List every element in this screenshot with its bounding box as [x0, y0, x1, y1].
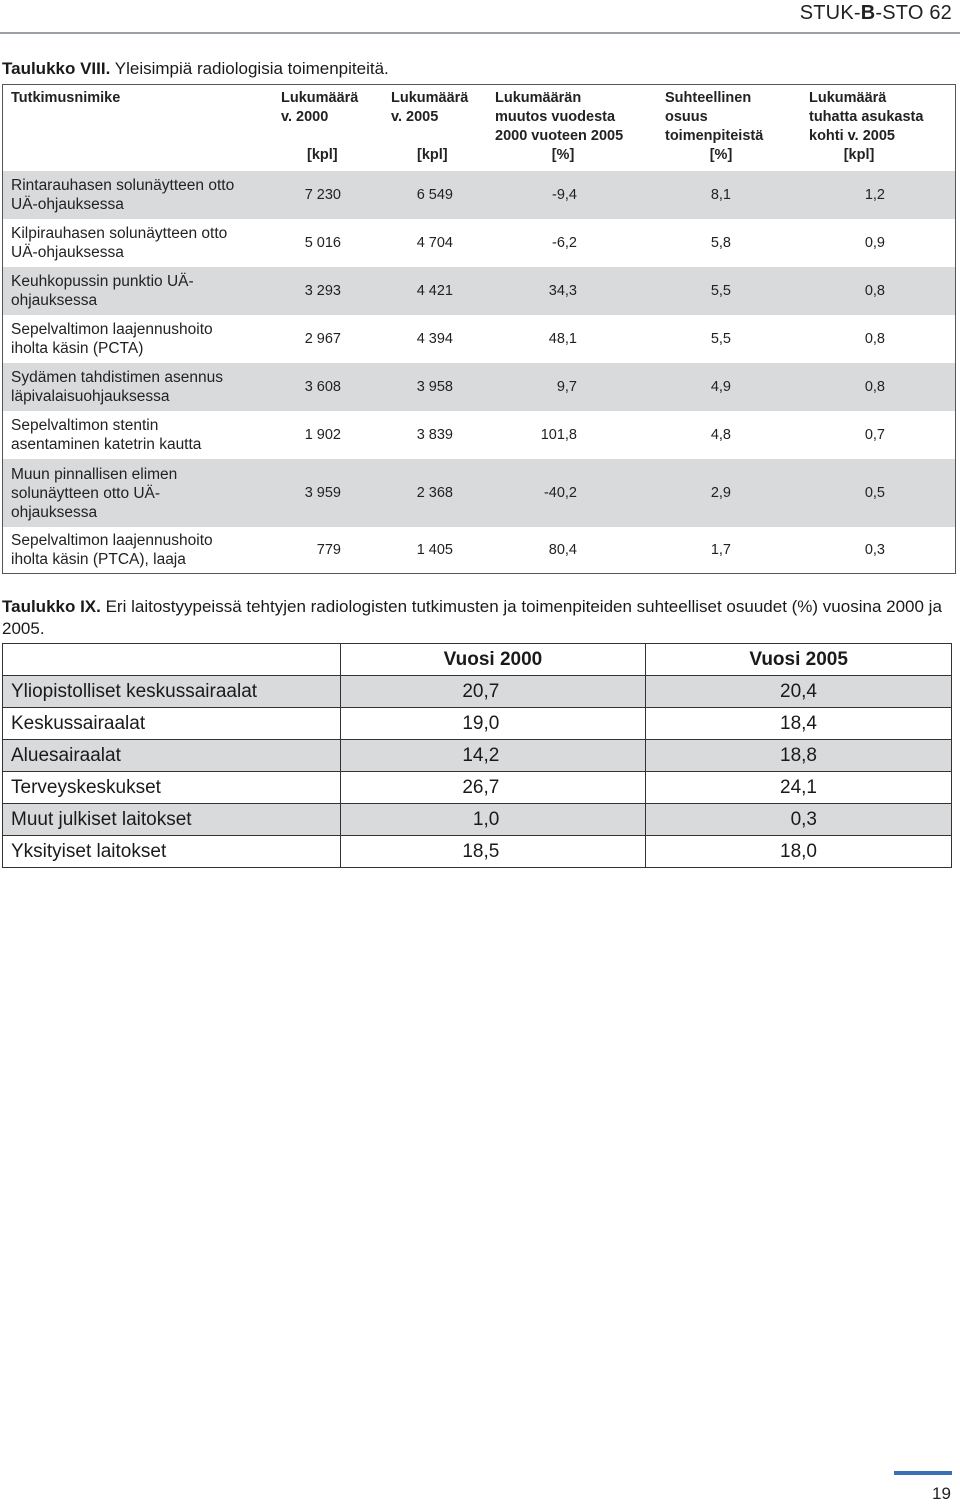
- table9-header-row: [3, 644, 952, 676]
- cell-2005: 6 549: [416, 187, 453, 203]
- table9: [2, 643, 952, 868]
- cell-change: -9,4: [552, 187, 577, 203]
- table-row: [3, 836, 952, 868]
- cell-change: 9,7: [556, 379, 577, 395]
- row-name: Sepelvaltimon laajennushoito iholta käsin (PTCA), laaja: [11, 532, 213, 568]
- cell-per1000: 0,3: [864, 542, 885, 558]
- cell-change: 48,1: [548, 331, 577, 347]
- cell-share: 5,5: [710, 331, 731, 347]
- table8-caption: [2, 58, 389, 80]
- table-row: [3, 411, 955, 459]
- table-row: [3, 708, 952, 740]
- table-row: [3, 363, 955, 411]
- series-suffix: -STO 62: [875, 2, 952, 24]
- header-text: Tutkimusnimike: [11, 90, 121, 106]
- cell-2000: 5 016: [304, 235, 341, 251]
- cell-2000: 20,7: [340, 676, 646, 708]
- row-name: Muun pinnallisen elimen solunäytteen otto UÄ- ohjauksessa: [11, 465, 178, 521]
- cell-2005: 18,0: [646, 836, 952, 868]
- table8: [2, 84, 956, 574]
- cell-change: 80,4: [548, 542, 577, 558]
- cell-2000: 26,7: [340, 772, 646, 804]
- cell-per1000: 1,2: [864, 187, 885, 203]
- row-name: Kilpirauhasen solunäytteen otto UÄ-ohjauksessa: [11, 225, 228, 261]
- table-row: [3, 315, 955, 363]
- cell-2005: 3 958: [416, 379, 453, 395]
- row-name: Terveyskeskukset: [3, 772, 341, 804]
- cell-2000: 779: [316, 542, 341, 558]
- header-text: osuus: [665, 109, 708, 125]
- header-text: Suhteellinen: [665, 90, 752, 106]
- row-name: Muut julkiset laitokset: [3, 804, 341, 836]
- row-name: Keskussairaalat: [3, 708, 341, 740]
- cell-share: 2,9: [710, 485, 731, 501]
- table8-header-cell: [3, 85, 271, 171]
- header-unit: [kpl]: [843, 147, 875, 163]
- table-row: [3, 772, 952, 804]
- cell-change: 34,3: [548, 283, 577, 299]
- table-row: [3, 527, 955, 573]
- cell-2005: 20,4: [646, 676, 952, 708]
- cell-2005: 4 421: [416, 283, 453, 299]
- cell-share: 8,1: [710, 187, 731, 203]
- table-row: [3, 740, 952, 772]
- cell-2000: 1,0: [340, 804, 646, 836]
- series-prefix: STUK-: [799, 2, 861, 24]
- header-text: Lukumäärä: [281, 90, 359, 106]
- table8-header-cell: [271, 85, 381, 171]
- table-row: [3, 219, 955, 267]
- row-name: Sepelvaltimon stentin asentaminen katetrin kautta: [11, 417, 202, 453]
- cell-2005: 2 368: [416, 485, 453, 501]
- header-text: muutos vuodesta: [495, 109, 616, 125]
- header-cell: Vuosi 2000: [340, 644, 646, 676]
- table9-caption-text: Eri laitostyypeissä tehtyjen radiologisten tutkimusten ja toimenpiteiden suhteelliset osuudet (%) vuosina 2000 ja 2005.: [2, 597, 942, 638]
- header-text: Lukumäärä: [391, 90, 469, 106]
- table-row: [3, 804, 952, 836]
- cell-per1000: 0,8: [864, 379, 885, 395]
- running-head: [800, 2, 952, 25]
- cell-2000: 3 608: [304, 379, 341, 395]
- cell-per1000: 0,5: [864, 485, 885, 501]
- row-name: Yliopistolliset keskussairaalat: [3, 676, 341, 708]
- header-unit: [kpl]: [307, 147, 338, 163]
- table8-header-cell: [791, 85, 955, 171]
- header-cell: Vuosi 2005: [646, 644, 952, 676]
- row-name: Sepelvaltimon laajennushoito iholta käsin (PCTA): [11, 321, 213, 357]
- cell-2000: 18,5: [340, 836, 646, 868]
- cell-per1000: 0,8: [864, 331, 885, 347]
- cell-change: -40,2: [543, 485, 577, 501]
- cell-share: 5,8: [710, 235, 731, 251]
- cell-2000: 14,2: [340, 740, 646, 772]
- header-text: v. 2005: [391, 109, 439, 125]
- row-name: Aluesairaalat: [3, 740, 341, 772]
- cell-share: 4,9: [710, 379, 731, 395]
- cell-2000: 3 959: [304, 485, 341, 501]
- cell-per1000: 0,9: [864, 235, 885, 251]
- table8-header-cell: [381, 85, 485, 171]
- header-text: Lukumäärän: [495, 90, 582, 106]
- table-row: [3, 676, 952, 708]
- table9-caption-label: Taulukko IX.: [2, 597, 101, 616]
- cell-2005: 18,8: [646, 740, 952, 772]
- cell-share: 4,8: [710, 427, 731, 443]
- cell-share: 1,7: [710, 542, 731, 558]
- row-name: Keuhkopussin punktio UÄ- ohjauksessa: [11, 273, 194, 309]
- cell-2005: 24,1: [646, 772, 952, 804]
- cell-2000: 7 230: [304, 187, 341, 203]
- cell-change: -6,2: [552, 235, 577, 251]
- table8-header-cell: [651, 85, 791, 171]
- table-row: [3, 267, 955, 315]
- header-unit: [%]: [709, 147, 733, 163]
- cell-share: 5,5: [710, 283, 731, 299]
- cell-2005: 1 405: [416, 542, 453, 558]
- series-bold: B: [860, 2, 876, 24]
- cell-per1000: 0,8: [864, 283, 885, 299]
- cell-2005: 4 394: [416, 331, 453, 347]
- row-name: Rintarauhasen solunäytteen otto UÄ-ohjauksessa: [11, 177, 235, 213]
- cell-2000: 3 293: [304, 283, 341, 299]
- table8-header-row: [3, 85, 955, 171]
- table8-header-cell: [485, 85, 651, 171]
- cell-2000: 1 902: [304, 427, 341, 443]
- table-row: [3, 171, 955, 219]
- table8-caption-text: Yleisimpiä radiologisia toimenpiteitä.: [110, 59, 389, 78]
- table8-caption-label: Taulukko VIII.: [2, 59, 111, 78]
- page-number: 19: [932, 1484, 951, 1503]
- cell-2005: 0,3: [646, 804, 952, 836]
- cell-2000: 2 967: [304, 331, 341, 347]
- table9-caption: [2, 596, 952, 640]
- cell-2000: 19,0: [340, 708, 646, 740]
- header-unit: [kpl]: [417, 147, 448, 163]
- header-text: 2000 vuoteen 2005: [495, 128, 624, 144]
- footer-rule: [894, 1471, 952, 1475]
- cell-2005: 4 704: [416, 235, 453, 251]
- table-row: [3, 459, 955, 527]
- header-text: kohti v. 2005: [809, 128, 895, 144]
- header-text: tuhatta asukasta: [809, 109, 924, 125]
- cell-2005: 3 839: [416, 427, 453, 443]
- cell-per1000: 0,7: [864, 427, 885, 443]
- header-rule: [0, 32, 960, 34]
- row-name: Sydämen tahdistimen asennus läpivalaisuohjauksessa: [11, 369, 223, 405]
- header-text: toimenpiteistä: [665, 128, 764, 144]
- cell-2005: 18,4: [646, 708, 952, 740]
- row-name: Yksityiset laitokset: [3, 836, 341, 868]
- header-text: Lukumäärä: [809, 90, 887, 106]
- header-unit: [%]: [551, 147, 575, 163]
- header-cell: [3, 644, 341, 676]
- header-text: v. 2000: [281, 109, 329, 125]
- cell-change: 101,8: [540, 427, 577, 443]
